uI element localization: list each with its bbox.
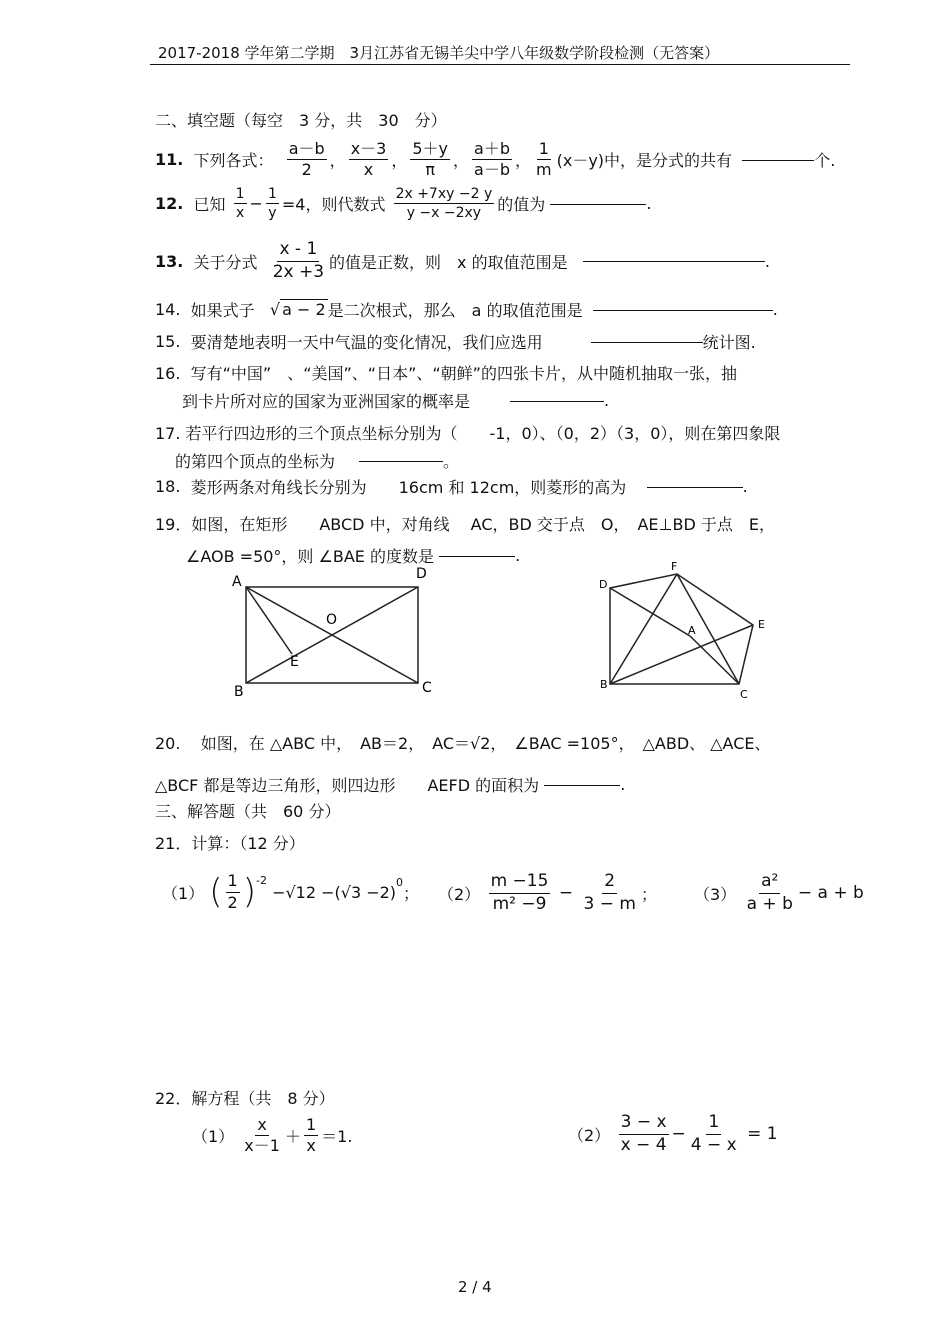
- q11-fraction-4: $\frac{a+b}{a-b}$: [474, 139, 510, 180]
- q21-p3-label: （3）: [694, 884, 737, 904]
- fig2-label-c: C: [740, 688, 748, 701]
- figure-pentagon: [590, 558, 780, 708]
- q22-p1-fraction-1: $\frac{x}{x-1}$: [244, 1115, 280, 1156]
- q12-fraction-c: $\frac{2x +7xy -2 y}{y -x -2xy}$: [395, 186, 493, 222]
- header-rule: [150, 64, 850, 65]
- q22-part-1: （1） $\frac{x}{x-1}$ ＋ $\frac{1}{x}$ ＝1.: [192, 1115, 353, 1156]
- q22-p2-eq: = 1: [747, 1124, 778, 1145]
- q12-fraction-a: $\frac{1}{x}$: [235, 186, 245, 222]
- question-14: 14. 如果式子 √ a − 2 是二次根式，那么 a 的取值范围是 .: [155, 300, 778, 320]
- segment-fc: [677, 574, 739, 684]
- q21-p1-label: （1）: [162, 883, 205, 903]
- question-15: [155, 330, 756, 353]
- q21-part-3: [694, 872, 864, 914]
- q12-tail: 的值为: [497, 195, 546, 215]
- question-16-cont: 到卡片所对应的国家为亚洲国家的概率是 .: [182, 391, 610, 411]
- fig2-label-f: F: [671, 560, 678, 573]
- q22-p2-fraction-2: $\frac{1}{4 - x}$: [690, 1112, 737, 1155]
- question-20-cont: △BCF 都是等边三角形，则四边形 AEFD 的面积为 .: [155, 775, 626, 795]
- q21-part-1: （1） ( $\frac{1}{2}$ ) -2 −√12 −(√3 −2) 0 ；: [162, 871, 420, 912]
- q13-text: 关于分式: [193, 252, 258, 272]
- question-13: 13. 关于分式 $\frac{x - 1}{2x +3}$ 的值是正数，则 x 的取值范围是 .: [155, 239, 770, 282]
- segment-ac: [690, 636, 739, 684]
- q17-line-2: 的第四个顶点的坐标为: [175, 452, 336, 471]
- question-22-title: 22．解方程（共 8 分）: [155, 1089, 335, 1108]
- fig1-label-a: A: [232, 574, 242, 590]
- q13-number: 13.: [155, 251, 184, 271]
- outline-dfecb: [610, 574, 753, 684]
- q14-number: 14.: [155, 300, 181, 319]
- q14-radical: √ a − 2: [269, 300, 326, 319]
- question-12: 12. 已知 $\frac{1}{x}$ − $\frac{1}{y}$ =4，则代数式 $\frac{2x +7xy -2 y}{y -x -2xy}$ 的值为 .: [155, 186, 652, 222]
- q18-answer-blank[interactable]: [647, 486, 743, 488]
- q11-tail-2: 个.: [814, 151, 836, 171]
- q21-p2-fraction-2: $\frac{2}{3 - m}$: [583, 871, 636, 914]
- q21-p3-tail: − a + b: [797, 883, 864, 904]
- page-header: 2017-2018 学年第二学期 3月江苏省无锡羊尖中学八年级数学阶段检测（无答案）: [158, 44, 720, 62]
- q11-fraction-3: $\frac{5+y}{\pi}$: [412, 139, 449, 180]
- q17-answer-blank[interactable]: [359, 460, 443, 462]
- fig2-label-d: D: [599, 578, 608, 591]
- q13-answer-blank[interactable]: [583, 260, 765, 262]
- q16-answer-blank[interactable]: [510, 400, 604, 402]
- q13-tail: 的值是正数，则 x 的取值范围是: [329, 252, 568, 272]
- q21-p2-fraction-1: $\frac{m -15}{\text{m² −9}}$: [490, 871, 549, 914]
- q18-number: 18.: [155, 477, 181, 496]
- segment-da: [610, 588, 690, 636]
- segment-ae: [246, 587, 292, 654]
- question-18: 18. 菱形两条对角线长分别为 16cm 和 12cm，则菱形的高为 .: [155, 477, 748, 497]
- q20-line-2: △BCF 都是等边三角形，则四边形 AEFD 的面积为: [155, 776, 540, 795]
- q11-tail: (x－y)中，是分式的共有: [556, 151, 733, 171]
- q15-answer-blank[interactable]: [591, 341, 703, 343]
- q11-fraction-5: $\frac{1}{m}$: [536, 139, 552, 180]
- q15-number: 15.: [155, 332, 181, 351]
- q19-answer-blank[interactable]: [439, 555, 515, 557]
- q21-p1-exponent: 0: [396, 876, 404, 889]
- q21-p1-half: $\frac{1}{2}$: [227, 871, 238, 912]
- q22-part-2: （2） $\frac{3 - x}{x - 4}$ − $\frac{1}{4 - x}$ = 1: [568, 1112, 778, 1155]
- q11-fraction-1: $\frac{a-b}{2}$: [288, 139, 325, 180]
- question-17-cont: 的第四个顶点的坐标为 。: [175, 449, 459, 472]
- q11-answer-blank[interactable]: [742, 159, 814, 161]
- q15-text: 要清楚地表明一天中气温的变化情况，我们应选用: [190, 333, 543, 352]
- q14-answer-blank[interactable]: [593, 309, 773, 311]
- q22-p1-fraction-2: $\frac{1}{x}$: [305, 1115, 317, 1156]
- q16-line-1: 写有“中国” 、“美国”、“日本”、“朝鲜”的四张卡片，从中随机抽取一张，抽: [190, 364, 737, 383]
- q20-answer-blank[interactable]: [544, 784, 620, 786]
- segment-be: [610, 625, 753, 684]
- q14-tail: 是二次根式，那么 a 的取值范围是: [327, 301, 583, 320]
- q11-number: 11.: [155, 150, 184, 170]
- q21-p1-semi: ；: [403, 883, 420, 903]
- question-19: 19．如图，在矩形 ABCD 中，对角线 AC，BD 交于点 O， AE⊥BD 于点 E，: [155, 515, 775, 534]
- question-11: 11. 下列各式： $\frac{a-b}{2}$ ， $\frac{x-3}{x}$ ， $\frac{5+y}{\pi}$ ， $\frac{a+b}{a-b}$ ， $\frac{1}{m}$ (x－y)中，是分式的共有 个.: [155, 139, 836, 180]
- fig2-label-a: A: [688, 624, 696, 637]
- q21-p3-fraction: $\frac{\text{a²}}{a + b}$: [746, 871, 793, 914]
- figure-rectangle-abcd: [220, 562, 450, 702]
- question-16: [155, 361, 737, 384]
- q20-number: 20.: [155, 734, 181, 753]
- fig1-label-e: E: [290, 654, 299, 670]
- section-2-title: 二、填空题（每空 3 分，共 30 分）: [155, 111, 447, 130]
- fig1-label-o: O: [326, 612, 338, 628]
- question-17: 17. 若平行四边形的三个顶点坐标分别为（ -1，0）、（0，2）（3，0），则在第四象限: [155, 424, 781, 443]
- q21-part-2: （2） $\frac{m -15}{\text{m² −9}}$ − $\frac{2}{3 - m}$ ；: [438, 871, 657, 914]
- q16-line-2: 到卡片所对应的国家为亚洲国家的概率是: [182, 392, 471, 411]
- q16-number: 16.: [155, 364, 181, 383]
- q14-text: 如果式子: [190, 301, 255, 320]
- q12-number: 12.: [155, 194, 184, 214]
- q12-eq: =4，则代数式: [281, 195, 386, 215]
- question-21-title: 21．计算：（12 分）: [155, 834, 305, 853]
- q22-p1-eq: ＝1.: [321, 1127, 353, 1147]
- fig1-label-c: C: [422, 680, 432, 696]
- q15-tail: 统计图.: [702, 333, 756, 352]
- q21-p2-label: （2）: [438, 884, 481, 904]
- fig2-label-e: E: [758, 618, 765, 631]
- q22-p1-label: （1）: [192, 1127, 235, 1147]
- section-3-title: 三、解答题（共 60 分）: [155, 802, 341, 821]
- q19-line-2: ∠AOB =50°，则 ∠BAE 的度数是: [186, 547, 434, 566]
- fig1-label-d: D: [416, 566, 427, 582]
- question-19-cont: ∠AOB =50°，则 ∠BAE 的度数是 .: [186, 546, 521, 566]
- q11-fraction-2: $\frac{x-3}{x}$: [350, 139, 387, 180]
- q13-fraction: $\frac{x - 1}{2x +3}$: [272, 239, 325, 282]
- question-20: [155, 731, 770, 754]
- q22-p2-label: （2）: [568, 1125, 611, 1145]
- page-number: 2 / 4: [458, 1278, 492, 1296]
- segment-fb: [610, 574, 677, 684]
- q20-line-1: 如图，在 △ABC 中， AB＝2， AC＝√2， ∠BAC =105°， △ABD、 △ACE、: [200, 734, 771, 753]
- q11-text: 下列各式：: [193, 151, 274, 171]
- fig1-label-b: B: [234, 684, 244, 700]
- right-paren-icon: ): [242, 872, 256, 912]
- fig2-label-b: B: [600, 678, 608, 691]
- q12-text: 已知: [193, 195, 226, 215]
- q18-text: 菱形两条对角线长分别为 16cm 和 12cm，则菱形的高为: [190, 478, 627, 497]
- q22-p2-fraction-1: $\frac{3 - x}{x - 4}$: [620, 1112, 667, 1155]
- left-paren-icon: (: [209, 872, 223, 912]
- q12-fraction-b: $\frac{1}{y}$: [267, 186, 277, 222]
- q21-p1-expr: −√12 −(√3 −2): [272, 882, 397, 902]
- q12-answer-blank[interactable]: [550, 203, 646, 205]
